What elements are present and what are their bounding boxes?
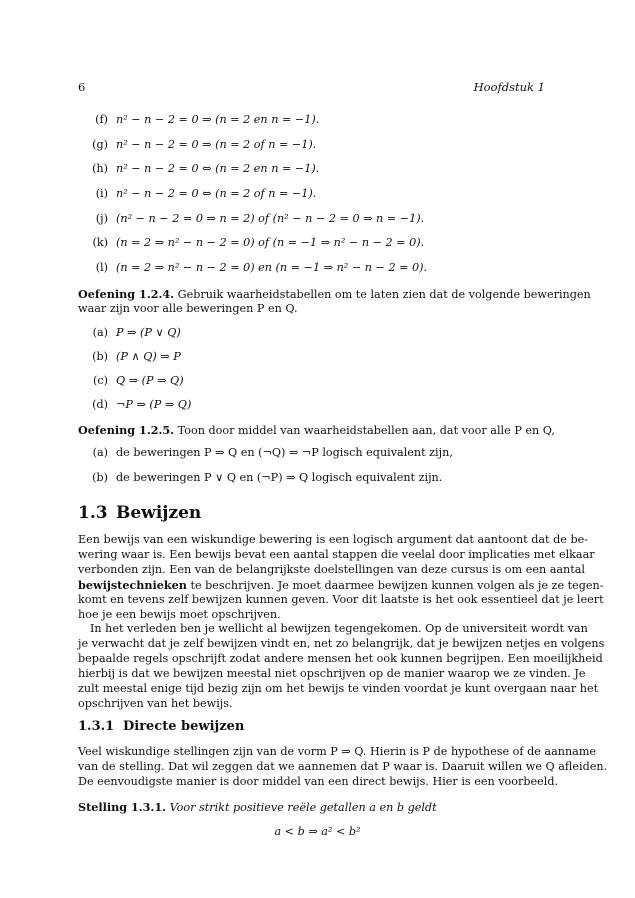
paragraph-line: Een bewijs van een wiskundige bewering is een logisch argument dat aantoont dat de be- xyxy=(78,533,589,546)
item-text: n² − n − 2 = 0 ⇔ (n = 2 en n = −1). xyxy=(116,162,320,175)
paragraph-line: hierbij is dat we bewijzen meestal niet opschrijven op de manier waarop we ze vinden. Je xyxy=(78,667,586,680)
item-label: (l) xyxy=(95,261,108,274)
item-text: n² − n − 2 = 0 ⇔ (n = 2 of n = −1). xyxy=(116,187,317,200)
paragraph-line: Veel wiskundige stellingen zijn van de vorm P ⇒ Q. Hierin is P de hypothese of de aanname xyxy=(78,745,597,758)
list-item xyxy=(84,113,319,127)
item-text: de beweringen P ∨ Q en (¬P) ⇒ Q logisch equivalent zijn. xyxy=(116,471,443,484)
paragraph-line: komt en tevens zelf bewijzen kunnen geven. Voor dit laatste is het ook essentieel dat je leert xyxy=(78,593,604,606)
item-label: (c) xyxy=(93,374,108,387)
list-item xyxy=(84,471,442,485)
list-item xyxy=(84,398,191,412)
paragraph-line: De eenvoudigste manier is door middel van een direct bewijs. Hier is een voorbeeld. xyxy=(78,775,559,788)
item-label: (h) xyxy=(92,162,108,175)
paragraph-line: In het verleden ben je wellicht al bewijzen tegengekomen. Op de universiteit wordt van xyxy=(90,622,588,635)
item-text: n² − n − 2 = 0 ⇒ (n = 2 en n = −1). xyxy=(116,113,320,126)
subsection-title xyxy=(78,719,244,734)
paragraph-line: bepaalde regels opschrijft zodat andere mensen het ook kunnen begrijpen. Een moeilijkheid xyxy=(78,652,603,665)
list-item xyxy=(84,446,453,460)
exercise-title: Oefening 1.2.4. xyxy=(78,287,175,301)
item-text: (n = 2 ⇒ n² − n − 2 = 0) en (n = −1 ⇒ n² − n − 2 = 0). xyxy=(116,261,428,274)
list-item xyxy=(84,236,424,250)
list-item xyxy=(84,350,181,364)
chapter-header: Hoofdstuk 1 xyxy=(473,80,545,94)
item-label: (i) xyxy=(95,187,108,200)
display-formula: a < b ⇒ a² < b² xyxy=(274,825,361,838)
item-text: de beweringen P ⇒ Q en (¬Q) ⇒ ¬P logisch equivalent zijn, xyxy=(116,446,453,459)
exercise-text: Gebruik waarheidstabellen om te laten zien dat de volgende beweringen xyxy=(177,288,591,301)
list-item xyxy=(84,138,316,152)
list-item xyxy=(84,162,319,176)
item-text: n² − n − 2 = 0 ⇒ (n = 2 of n = −1). xyxy=(116,138,317,151)
item-label: (f) xyxy=(95,113,108,126)
item-text: (P ∧ Q) ⇒ P xyxy=(116,350,181,363)
item-label: (j) xyxy=(95,212,108,225)
paragraph-line: wering waar is. Een bewijs bevat een aantal stappen die veelal door implicaties met elkaar xyxy=(78,548,595,561)
list-item xyxy=(84,326,181,340)
item-label: (d) xyxy=(92,398,108,411)
theorem-title: Stelling 1.3.1. xyxy=(78,800,167,814)
exercise-text-line: waar zijn voor alle beweringen P en Q. xyxy=(78,302,298,315)
paragraph-line: je verwacht dat je zelf bewijzen vindt en, net zo belangrijk, dat je bewijzen netjes en volgens xyxy=(78,637,605,650)
item-text: (n = 2 ⇒ n² − n − 2 = 0) of (n = −1 ⇒ n² − n − 2 = 0). xyxy=(116,236,425,249)
exercise-title: Oefening 1.2.5. xyxy=(78,423,175,437)
exercise-1-2-4 xyxy=(78,287,591,302)
section-number: 1.3 xyxy=(78,503,108,523)
keyword-bold: bewijstechnieken xyxy=(78,578,187,592)
theorem xyxy=(78,800,437,815)
paragraph-line: opschrijven van het bewijs. xyxy=(78,697,233,710)
page-number: 6 xyxy=(78,80,86,94)
item-label: (b) xyxy=(92,350,108,363)
theorem-text: Voor strikt positieve reële getallen a en b geldt xyxy=(169,801,437,814)
list-item xyxy=(84,187,316,201)
item-text: Q ⇒ (P ⇒ Q) xyxy=(116,374,184,387)
item-label: (a) xyxy=(92,326,108,339)
item-label: (g) xyxy=(92,138,108,151)
exercise-text: Toon door middel van waarheidstabellen aan, dat voor alle P en Q, xyxy=(177,424,555,437)
item-label: (b) xyxy=(92,471,108,484)
paragraph-line: verbonden zijn. Een van de belangrijkste doelstellingen van deze cursus is om een aantal xyxy=(78,563,585,576)
subsection-name: Directe bewijzen xyxy=(123,719,245,734)
paragraph-line: hoe je een bewijs moet opschrijven. xyxy=(78,608,281,621)
section-name: Bewijzen xyxy=(116,503,202,523)
paragraph-line xyxy=(78,578,604,593)
subsection-number: 1.3.1 xyxy=(78,719,115,734)
item-text: (n² − n − 2 = 0 ⇒ n = 2) of (n² − n − 2 = 0 ⇒ n = −1). xyxy=(116,212,425,225)
list-item xyxy=(84,212,424,226)
list-item xyxy=(84,261,427,275)
paragraph-text: te beschrijven. Je moet daarmee bewijzen kunnen volgen als je ze tegen- xyxy=(190,579,604,592)
item-label: (a) xyxy=(92,446,108,459)
item-label: (k) xyxy=(92,236,108,249)
paragraph-line: van de stelling. Dat wil zeggen dat we aannemen dat P waar is. Daaruit willen we Q afleiden. xyxy=(78,760,608,773)
section-title xyxy=(78,503,201,523)
exercise-1-2-5 xyxy=(78,423,555,438)
item-text: ¬P ⇒ (P ⇒ Q) xyxy=(116,398,192,411)
list-item xyxy=(84,374,184,388)
item-text: P ⇒ (P ∨ Q) xyxy=(116,326,181,339)
paragraph-line: zult meestal enige tijd bezig zijn om het bewijs te vinden voordat je kunt overgaan naar het xyxy=(78,682,599,695)
